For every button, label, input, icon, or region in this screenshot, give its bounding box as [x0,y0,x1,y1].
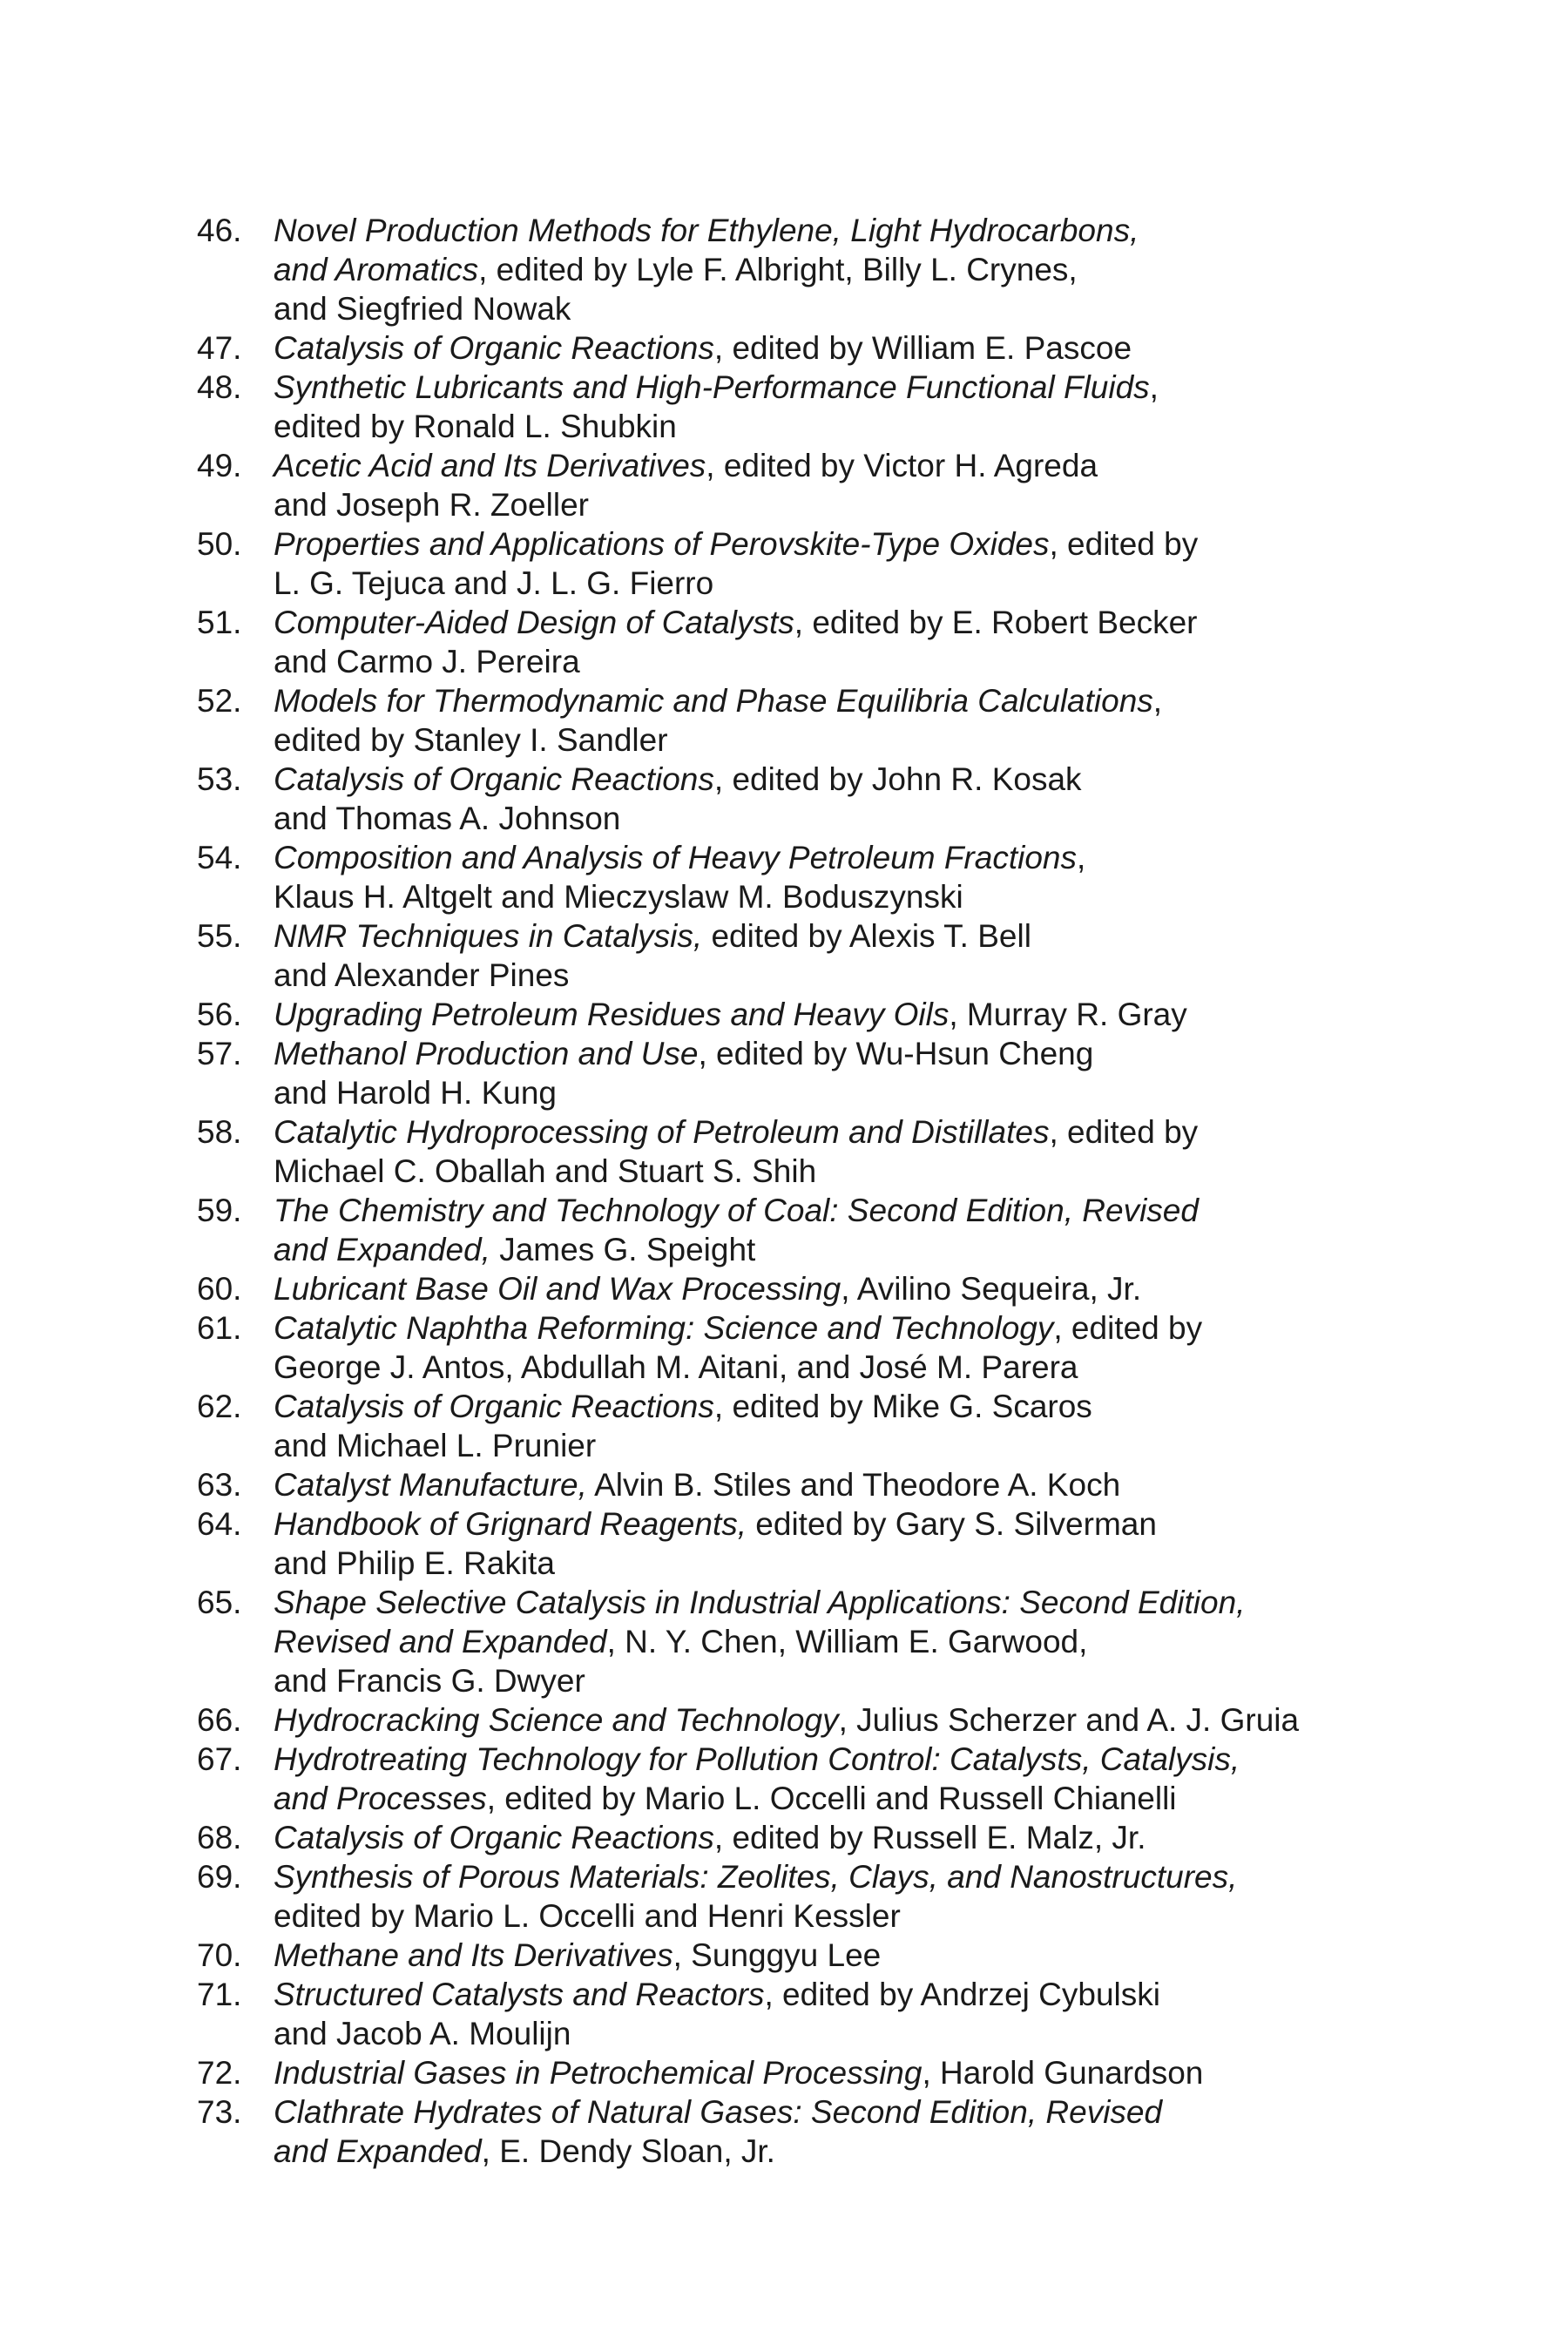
entry-line [274,446,1416,485]
entry-line [274,1112,1416,1152]
book-credits: and Siegfried Nowak [274,291,571,327]
book-credits: , edited by Russell E. Malz, Jr. [713,1820,1146,1855]
book-title: Catalytic Naphtha Reforming: Science and Technology [274,1310,1054,1346]
entry-number: 46. [197,213,242,248]
book-credits: Klaus H. Altgelt and Mieczyslaw M. Boduszynski [274,879,963,915]
book-credits: and Carmo J. Pereira [274,644,580,679]
book-credits: , edited by Mario L. Occelli and Russell Chianelli [486,1781,1177,1816]
entry-text [274,1112,1416,1191]
entry-number: 62. [197,1389,242,1424]
entry-text [274,524,1416,603]
book-credits: edited by Ronald L. Shubkin [274,409,677,444]
entry-line [274,1818,1416,1857]
entry-text [274,1936,1416,1975]
book-title: Acetic Acid and Its Derivatives [274,448,706,483]
book-title: and Expanded, [274,1232,490,1267]
list-item [197,916,1416,995]
entry-text [274,995,1416,1034]
entry-text [274,1465,1416,1504]
book-credits: edited by Mario L. Occelli and Henri Kessler [274,1898,901,1934]
book-title: Methane and Its Derivatives [274,1937,673,1973]
entry-line [274,1034,1416,1073]
entry-line [274,1230,1416,1269]
book-title: Properties and Applications of Perovskite-Type Oxides [274,526,1050,562]
entry-line [274,1975,1416,2014]
entry-line [274,328,1416,368]
list-item [197,1387,1416,1465]
book-credits: L. G. Tejuca and J. L. G. Fierro [274,565,714,601]
list-item [197,328,1416,368]
entry-line [274,1544,1416,1583]
book-credits: and Francis G. Dwyer [274,1663,585,1699]
entry-text [274,1034,1416,1112]
book-title: Structured Catalysts and Reactors [274,1977,765,2012]
entry-line [274,916,1416,956]
entry-text [274,1191,1416,1269]
entry-number: 73. [197,2094,242,2130]
list-item [197,1740,1416,1818]
series-list-page [197,211,1416,2171]
entry-number: 56. [197,997,242,1032]
book-credits: , [1149,369,1159,405]
list-item [197,1975,1416,2053]
book-title: The Chemistry and Technology of Coal: Second Edition, Revised [274,1193,1199,1228]
list-item [197,368,1416,446]
entry-line [274,1779,1416,1818]
list-item [197,1583,1416,1700]
book-title: Computer-Aided Design of Catalysts [274,605,794,640]
entry-number: 59. [197,1193,242,1228]
entry-line [274,368,1416,407]
list-item [197,1112,1416,1191]
book-credits: George J. Antos, Abdullah M. Aitani, and José M. Parera [274,1349,1078,1385]
list-item [197,760,1416,838]
list-item [197,446,1416,524]
entry-line [274,1152,1416,1191]
entry-text [274,1818,1416,1857]
entry-text [274,446,1416,524]
list-item [197,1034,1416,1112]
book-credits: , edited by Victor H. Agreda [706,448,1098,483]
entry-line [274,1936,1416,1975]
entry-text [274,2053,1416,2092]
book-credits: and Michael L. Prunier [274,1428,597,1463]
book-title: Handbook of Grignard Reagents, [274,1506,747,1542]
entry-line [274,838,1416,877]
book-credits: , [1152,683,1163,719]
book-credits: , edited by Lyle F. Albright, Billy L. Crynes, [478,252,1078,287]
entry-line [274,211,1416,250]
entry-text [274,1504,1416,1583]
entry-text [274,1975,1416,2053]
entry-line [274,2092,1416,2132]
book-credits: , Julius Scherzer and A. J. Gruia [838,1702,1300,1738]
entry-line [274,1504,1416,1544]
entry-line [274,1896,1416,1936]
list-item [197,2053,1416,2092]
entry-number: 49. [197,448,242,483]
entry-number: 68. [197,1820,242,1855]
entry-line [274,2053,1416,2092]
entry-text [274,1308,1416,1387]
entry-text [274,1700,1416,1740]
entry-line [274,1426,1416,1465]
book-credits: , edited by [1053,1310,1203,1346]
entry-number: 60. [197,1271,242,1307]
entry-number: 51. [197,605,242,640]
list-item [197,1857,1416,1936]
list-item [197,211,1416,328]
book-title: Hydrocracking Science and Technology [274,1702,839,1738]
entry-line [274,1308,1416,1348]
entry-line [274,1740,1416,1779]
book-credits: , Harold Gunardson [922,2055,1204,2091]
book-credits: and Jacob A. Moulijn [274,2016,571,2051]
entry-number: 52. [197,683,242,719]
entry-line [274,1465,1416,1504]
book-credits: edited by Alexis T. Bell [702,918,1031,954]
entry-text [274,916,1416,995]
entry-number: 65. [197,1585,242,1620]
book-credits: Alvin B. Stiles and Theodore A. Koch [586,1467,1121,1503]
entry-number: 48. [197,369,242,405]
entry-text [274,760,1416,838]
book-title: Catalysis of Organic Reactions [274,761,714,797]
book-credits: and Harold H. Kung [274,1075,557,1111]
entry-number: 47. [197,330,242,366]
entry-line [274,1073,1416,1112]
book-credits: , Sunggyu Lee [672,1937,882,1973]
list-item [197,2092,1416,2171]
list-item [197,838,1416,916]
book-title: Upgrading Petroleum Residues and Heavy Oils [274,997,950,1032]
entry-line [274,1700,1416,1740]
book-title: Novel Production Methods for Ethylene, Light Hydrocarbons, [274,213,1139,248]
entry-number: 55. [197,918,242,954]
list-item [197,524,1416,603]
entry-line [274,1583,1416,1622]
entry-number: 66. [197,1702,242,1738]
book-credits: , edited by Wu-Hsun Cheng [698,1036,1094,1071]
entry-number: 61. [197,1310,242,1346]
list-item [197,681,1416,760]
entry-text [274,603,1416,681]
entry-number: 54. [197,840,242,875]
entry-text [274,681,1416,760]
entry-number: 63. [197,1467,242,1503]
entry-line [274,995,1416,1034]
book-credits: , N. Y. Chen, William E. Garwood, [606,1624,1088,1659]
book-title: Catalysis of Organic Reactions [274,1820,714,1855]
entry-text [274,1740,1416,1818]
entry-line [274,1622,1416,1661]
list-item [197,603,1416,681]
entry-text [274,1269,1416,1308]
list-item [197,1269,1416,1308]
list-item [197,1465,1416,1504]
entry-line [274,603,1416,642]
book-title: Models for Thermodynamic and Phase Equilibria Calculations [274,683,1153,719]
book-credits: , Avilino Sequeira, Jr. [841,1271,1142,1307]
entry-text [274,328,1416,368]
book-credits: Michael C. Oballah and Stuart S. Shih [274,1153,817,1189]
entry-text [274,368,1416,446]
book-credits: , edited by Mike G. Scaros [713,1389,1092,1424]
book-credits: , edited by William E. Pascoe [713,330,1132,366]
entry-line [274,2014,1416,2053]
book-credits: , edited by [1049,1114,1199,1150]
book-title: NMR Techniques in Catalysis, [274,918,703,954]
entry-line [274,1661,1416,1700]
entry-text [274,1857,1416,1936]
book-title: Catalysis of Organic Reactions [274,1389,714,1424]
entry-number: 71. [197,1977,242,2012]
entry-number: 64. [197,1506,242,1542]
book-credits: , Murray R. Gray [949,997,1187,1032]
entry-text [274,2092,1416,2171]
book-title: Clathrate Hydrates of Natural Gases: Second Edition, Revised [274,2094,1163,2130]
entry-number: 72. [197,2055,242,2091]
entry-line [274,1269,1416,1308]
book-title: Catalysis of Organic Reactions [274,330,714,366]
entry-number: 69. [197,1859,242,1895]
book-title: Industrial Gases in Petrochemical Processing [274,2055,923,2091]
entry-number: 57. [197,1036,242,1071]
list-item [197,1700,1416,1740]
book-title: Catalytic Hydroprocessing of Petroleum and Distillates [274,1114,1050,1150]
book-title: Catalyst Manufacture, [274,1467,587,1503]
entry-number: 58. [197,1114,242,1150]
entry-line [274,289,1416,328]
book-credits: , edited by John R. Kosak [713,761,1082,797]
entry-line [274,2132,1416,2171]
book-title: Synthetic Lubricants and High-Performance Functional Fluids [274,369,1150,405]
entry-text [274,211,1416,328]
book-credits: and Philip E. Rakita [274,1545,555,1581]
book-title: and Expanded [274,2133,482,2169]
entry-line [274,1857,1416,1896]
entry-line [274,485,1416,524]
book-title: Synthesis of Porous Materials: Zeolites, Clays, and Nanostructures, [274,1859,1238,1895]
book-title: Shape Selective Catalysis in Industrial Applications: Second Edition, [274,1585,1246,1620]
book-title: Composition and Analysis of Heavy Petroleum Fractions [274,840,1077,875]
entry-line [274,681,1416,720]
book-credits: , edited by [1049,526,1199,562]
list-item [197,1504,1416,1583]
series-list [197,211,1416,2171]
list-item [197,1818,1416,1857]
book-credits: and Thomas A. Johnson [274,801,621,836]
entry-line [274,1191,1416,1230]
book-credits: and Alexander Pines [274,957,570,993]
entry-line [274,1348,1416,1387]
entry-number: 50. [197,526,242,562]
book-credits: , [1076,840,1086,875]
entry-line [274,642,1416,681]
list-item [197,1191,1416,1269]
book-credits: edited by Stanley I. Sandler [274,722,668,758]
entry-line [274,250,1416,289]
book-credits: , edited by Andrzej Cybulski [764,1977,1160,2012]
entry-line [274,1387,1416,1426]
book-credits: , E. Dendy Sloan, Jr. [481,2133,775,2169]
entry-line [274,799,1416,838]
book-title: and Processes [274,1781,487,1816]
book-credits: edited by Gary S. Silverman [747,1506,1157,1542]
book-title: and Aromatics [274,252,479,287]
entry-line [274,407,1416,446]
book-title: Methanol Production and Use [274,1036,699,1071]
book-title: Revised and Expanded [274,1624,607,1659]
book-credits: and Joseph R. Zoeller [274,487,589,523]
entry-text [274,1583,1416,1700]
entry-line [274,524,1416,564]
entry-text [274,838,1416,916]
entry-number: 67. [197,1741,242,1777]
entry-line [274,956,1416,995]
entry-line [274,877,1416,916]
entry-number: 53. [197,761,242,797]
list-item [197,995,1416,1034]
book-credits: James G. Speight [490,1232,756,1267]
list-item [197,1308,1416,1387]
entry-line [274,564,1416,603]
entry-text [274,1387,1416,1465]
list-item [197,1936,1416,1975]
entry-line [274,720,1416,760]
book-title: Lubricant Base Oil and Wax Processing [274,1271,841,1307]
book-title: Hydrotreating Technology for Pollution Control: Catalysts, Catalysis, [274,1741,1240,1777]
book-credits: , edited by E. Robert Becker [794,605,1198,640]
entry-number: 70. [197,1937,242,1973]
entry-line [274,760,1416,799]
